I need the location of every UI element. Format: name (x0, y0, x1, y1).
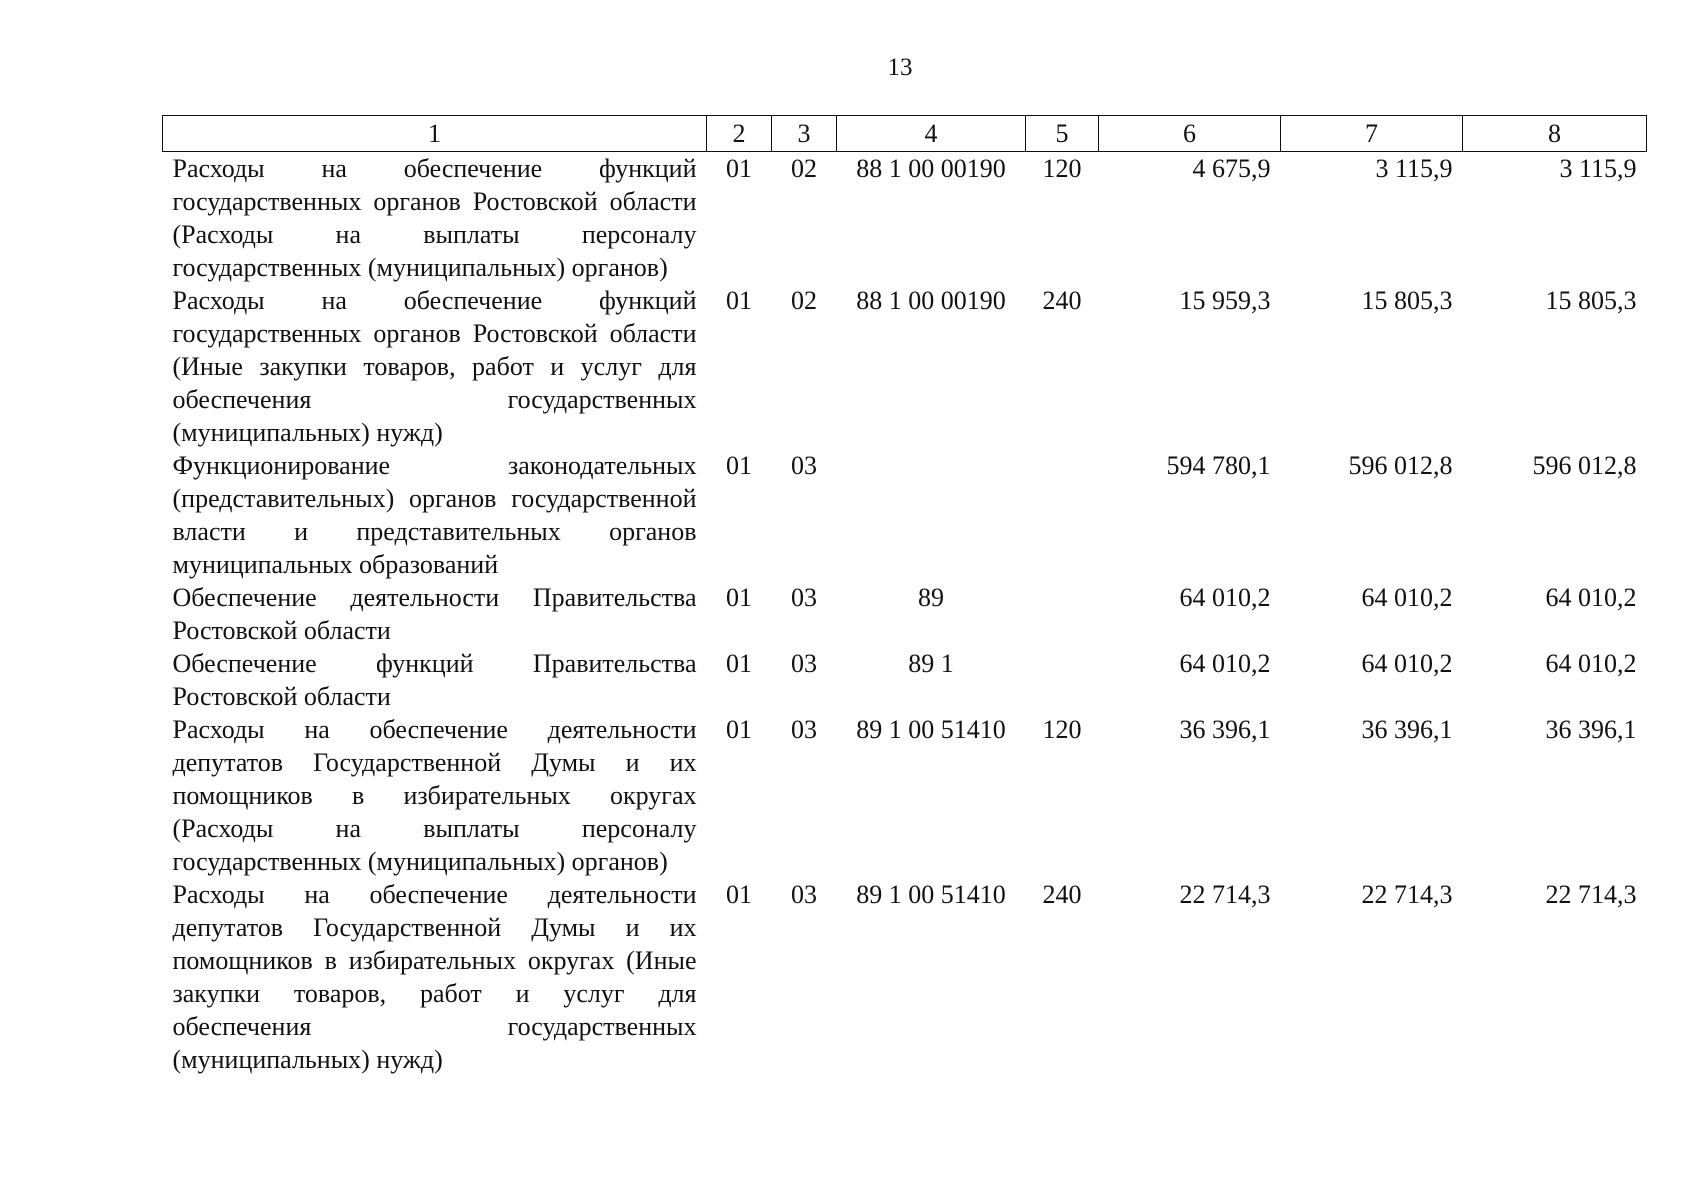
row-amount-2: 64 010,2 (1361, 583, 1453, 612)
table-row (163, 581, 1647, 647)
row-target-code (837, 449, 1026, 581)
row-description: Обеспечение функций Правительства Ростовской области (172, 649, 697, 711)
col-header-8: 8 (1463, 116, 1647, 152)
row-target-code: 88 1 00 00190 (856, 286, 1006, 315)
col-header-5: 5 (1026, 116, 1099, 152)
row-description: Расходы на обеспечение деятельности депутатов Государственной Думы и их помощников в избирательных округах (Расходы на выплаты персоналу государственных (муниципальных) органов) (172, 715, 697, 876)
row-expense-type: 240 (1042, 286, 1082, 315)
table-row (163, 713, 1647, 878)
row-expense-type (1026, 449, 1099, 581)
row-section: 01 (726, 649, 752, 678)
row-amount-1: 22 714,3 (1179, 880, 1271, 909)
row-amount-2: 15 805,3 (1361, 286, 1453, 315)
row-target-code: 89 (918, 583, 944, 612)
row-amount-1: 64 010,2 (1179, 583, 1271, 612)
col-header-1: 1 (163, 116, 707, 152)
row-subsection: 03 (791, 715, 817, 744)
row-amount-2: 64 010,2 (1361, 649, 1453, 678)
col-header-6: 6 (1099, 116, 1281, 152)
table-row (163, 449, 1647, 581)
row-section: 01 (726, 154, 752, 183)
col-header-3: 3 (772, 116, 837, 152)
row-expense-type (1026, 647, 1099, 713)
row-amount-1: 4 675,9 (1192, 154, 1271, 183)
row-amount-2: 3 115,9 (1375, 154, 1453, 183)
row-target-code: 89 1 (908, 649, 954, 678)
row-subsection: 03 (791, 880, 817, 909)
row-amount-3: 64 010,2 (1545, 649, 1637, 678)
row-section: 01 (726, 451, 752, 480)
table-row (163, 284, 1647, 449)
budget-table (162, 115, 1647, 1076)
row-amount-1: 64 010,2 (1179, 649, 1271, 678)
table-row (163, 152, 1647, 285)
row-subsection: 03 (791, 583, 817, 612)
row-section: 01 (726, 715, 752, 744)
row-amount-2: 36 396,1 (1361, 715, 1453, 744)
row-expense-type: 240 (1042, 880, 1082, 909)
row-expense-type: 120 (1042, 715, 1082, 744)
row-expense-type (1026, 581, 1099, 647)
row-amount-3: 15 805,3 (1545, 286, 1637, 315)
table-row (163, 878, 1647, 1076)
row-subsection: 02 (791, 154, 817, 183)
row-target-code: 89 1 00 51410 (856, 880, 1006, 909)
row-amount-1: 15 959,3 (1179, 286, 1271, 315)
row-subsection: 02 (791, 286, 817, 315)
row-amount-1: 594 780,1 (1166, 451, 1271, 480)
table-row (163, 647, 1647, 713)
row-amount-2: 596 012,8 (1348, 451, 1453, 480)
row-target-code: 88 1 00 00190 (856, 154, 1006, 183)
page-number: 13 (887, 54, 913, 81)
row-expense-type: 120 (1042, 154, 1082, 183)
row-section: 01 (726, 880, 752, 909)
row-subsection: 03 (791, 451, 817, 480)
row-description: Расходы на обеспечение функций государственных органов Ростовской области (Иные закупки товаров, работ и услуг для обеспечения государственных (муниципальных) нужд) (172, 286, 697, 447)
row-description: Расходы на обеспечение функций государственных органов Ростовской области (Расходы на выплаты персоналу государственных (муниципальных) органов) (172, 154, 697, 282)
col-header-4: 4 (837, 116, 1026, 152)
row-subsection: 03 (791, 649, 817, 678)
col-header-2: 2 (707, 116, 772, 152)
row-amount-1: 36 396,1 (1179, 715, 1271, 744)
row-amount-3: 3 115,9 (1559, 154, 1637, 183)
row-amount-3: 596 012,8 (1532, 451, 1637, 480)
header-row (163, 116, 1647, 152)
row-description: Обеспечение деятельности Правительства Ростовской области (172, 583, 697, 645)
col-header-7: 7 (1281, 116, 1463, 152)
row-description: Функционирование законодательных (представительных) органов государственной власти и представительных органов муниципальных образований (172, 451, 697, 579)
row-amount-3: 64 010,2 (1545, 583, 1637, 612)
row-target-code: 89 1 00 51410 (856, 715, 1006, 744)
row-section: 01 (726, 286, 752, 315)
row-amount-3: 22 714,3 (1545, 880, 1637, 909)
row-description: Расходы на обеспечение деятельности депутатов Государственной Думы и их помощников в избирательных округах (Иные закупки товаров, работ и услуг для обеспечения государственных (муниципальных) нужд) (172, 880, 697, 1074)
row-section: 01 (726, 583, 752, 612)
row-amount-3: 36 396,1 (1545, 715, 1637, 744)
row-amount-2: 22 714,3 (1361, 880, 1453, 909)
